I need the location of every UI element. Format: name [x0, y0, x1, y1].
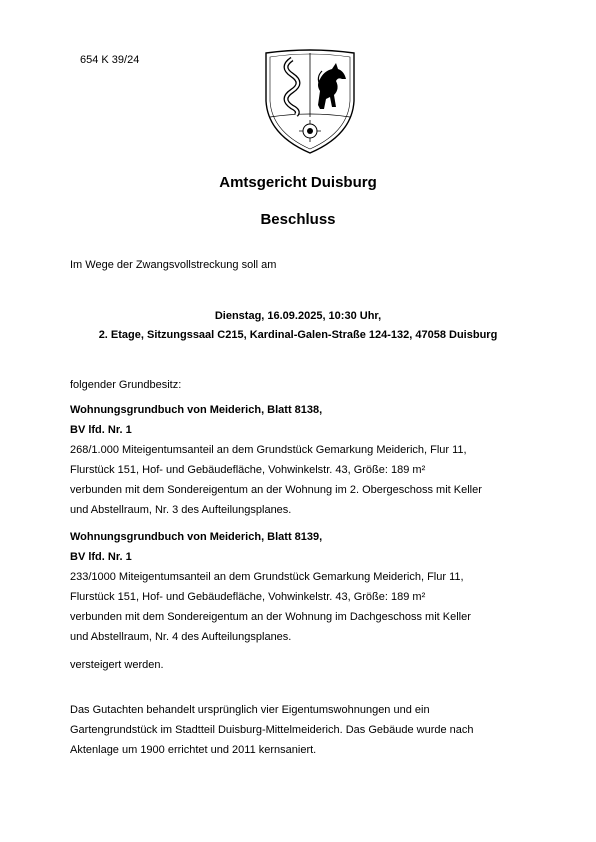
report-paragraph: [70, 700, 474, 760]
land-register-heading: Wohnungsgrundbuch von Meiderich, Blatt 8138,: [70, 404, 323, 416]
property-entry: [70, 400, 482, 520]
property-description-line: 233/1000 Miteigentumsanteil an dem Grundstück Gemarkung Meiderich, Flur 11,: [70, 571, 464, 583]
report-line: Das Gutachten behandelt ursprünglich vier Eigentumswohnungen und ein: [70, 704, 430, 716]
property-description-line: und Abstellraum, Nr. 3 des Aufteilungsplanes.: [70, 504, 292, 516]
court-name: Amtsgericht Duisburg: [219, 174, 377, 191]
file-number: 654 K 39/24: [80, 54, 140, 66]
land-register-heading: Wohnungsgrundbuch von Meiderich, Blatt 8139,: [70, 531, 323, 543]
report-line: Aktenlage um 1900 errichtet und 2011 kernsaniert.: [70, 744, 317, 756]
property-description-line: 268/1.000 Miteigentumsanteil an dem Grundstück Gemarkung Meiderich, Flur 11,: [70, 444, 467, 456]
property-entry: [70, 527, 471, 647]
property-intro: folgender Grundbesitz:: [70, 379, 182, 391]
appointment-date-time: Dienstag, 16.09.2025, 10:30 Uhr,: [214, 310, 382, 322]
property-description-line: verbunden mit dem Sondereigentum an der Wohnung im Dachgeschoss mit Keller: [70, 611, 471, 623]
property-description-line: verbunden mit dem Sondereigentum an der Wohnung im 2. Obergeschoss mit Keller: [70, 484, 482, 496]
document-type: Beschluss: [260, 211, 336, 228]
bv-number: BV lfd. Nr. 1: [70, 551, 132, 563]
property-description-line: Flurstück 151, Hof- und Gebäudefläche, Vohwinkelstr. 43, Größe: 189 m²: [70, 464, 426, 476]
appointment-location: 2. Etage, Sitzungssaal C215, Kardinal-Galen-Straße 124-132, 47058 Duisburg: [98, 329, 498, 341]
auction-phrase: versteigert werden.: [70, 659, 164, 671]
bv-number: BV lfd. Nr. 1: [70, 424, 132, 436]
intro-text: Im Wege der Zwangsvollstreckung soll am: [70, 259, 277, 271]
property-description-line: Flurstück 151, Hof- und Gebäudefläche, Vohwinkelstr. 43, Größe: 189 m²: [70, 591, 426, 603]
report-line: Gartengrundstück im Stadtteil Duisburg-Mittelmeiderich. Das Gebäude wurde nach: [70, 724, 474, 736]
property-description-line: und Abstellraum, Nr. 4 des Aufteilungsplanes.: [70, 631, 292, 643]
coat-of-arms-icon: [262, 45, 358, 157]
